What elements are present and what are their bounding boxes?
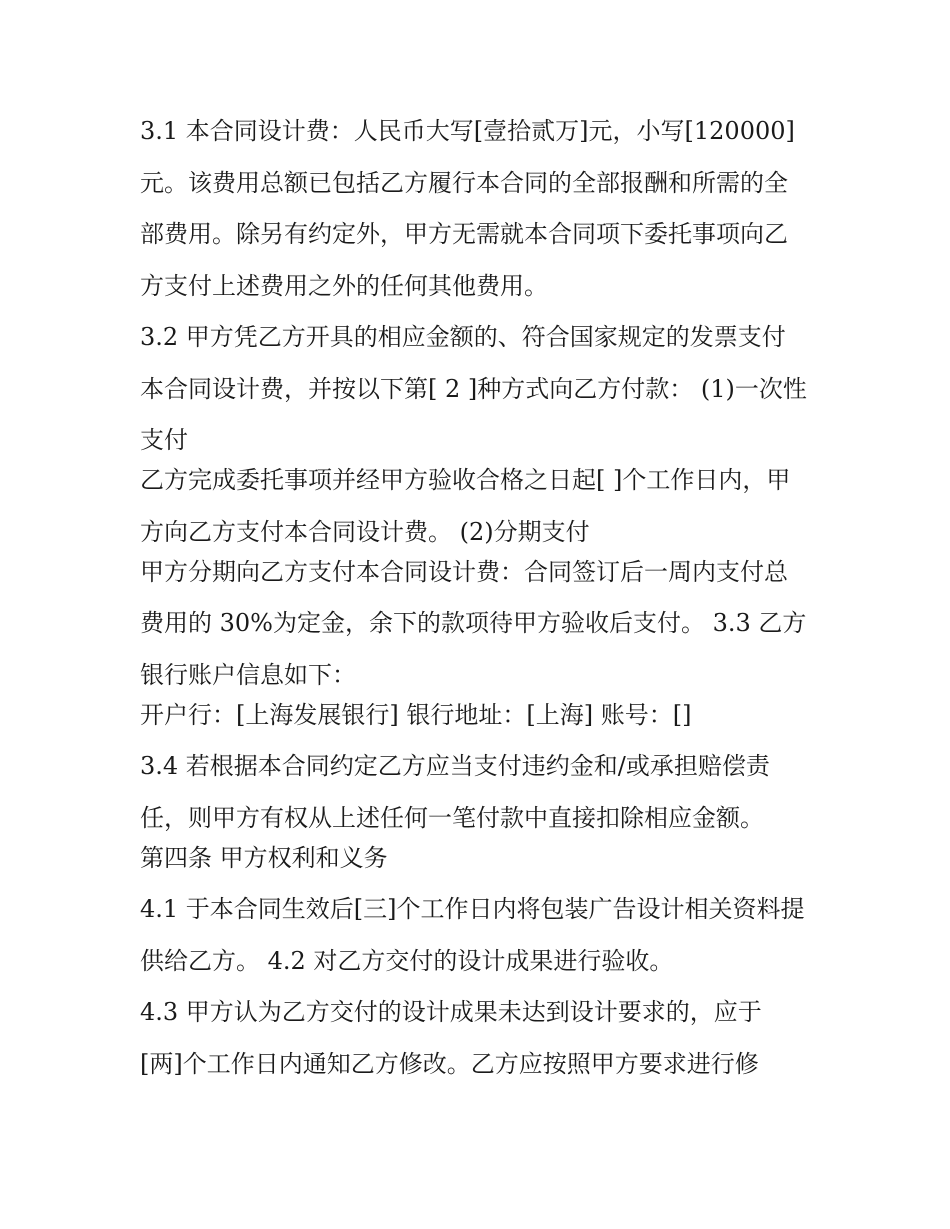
text-line: 银行账户信息如下：	[140, 660, 356, 689]
text-line: 任，则甲方有权从上述任何一笔付款中直接扣除相应金额。	[140, 803, 764, 832]
section-heading: 第四条 甲方权利和义务	[140, 843, 388, 872]
text-line: 3.1 本合同设计费：人民币大写[壹拾贰万]元，小写[120000]	[140, 117, 795, 145]
text-line: 3.4 若根据本合同约定乙方应当支付违约金和/或承担赔偿责	[140, 752, 770, 780]
text-line: 供给乙方。 4.2 对乙方交付的设计成果进行验收。	[140, 946, 674, 975]
text-line: 3.2 甲方凭乙方开具的相应金额的、符合国家规定的发票支付	[140, 323, 786, 351]
text-line: 部费用。除另有约定外，甲方无需就本合同项下委托事项向乙	[140, 220, 788, 248]
text-line: 费用的 30%为定金，余下的款项待甲方验收后支付。 3.3 乙方	[140, 609, 807, 637]
text-line: [两]个工作日内通知乙方修改。乙方应按照甲方要求进行修	[140, 1049, 759, 1078]
text-line: 4.3 甲方认为乙方交付的设计成果未达到设计要求的，应于	[140, 998, 762, 1026]
text-line: 4.1 于本合同生效后[三]个工作日内将包装广告设计相关资料提	[140, 895, 805, 923]
text-line: 开户行：[上海发展银行] 银行地址：[上海] 账号：[]	[140, 700, 692, 729]
document-body	[140, 110, 830, 1094]
text-line: 方支付上述费用之外的任何其他费用。	[140, 271, 548, 300]
text-line: 支付	[140, 426, 188, 454]
text-line: 甲方分期向乙方支付本合同设计费：合同签订后一周内支付总	[140, 557, 788, 586]
text-line: 方向乙方支付本合同设计费。 (2)分期支付	[140, 517, 590, 546]
text-line: 本合同设计费，并按以下第[ 2 ]种方式向乙方付款： (1)一次性	[140, 374, 807, 403]
text-line: 元。该费用总额已包括乙方履行本合同的全部报酬和所需的全	[140, 168, 788, 197]
text-line: 乙方完成委托事项并经甲方验收合格之日起[ ]个工作日内，甲	[140, 466, 791, 494]
